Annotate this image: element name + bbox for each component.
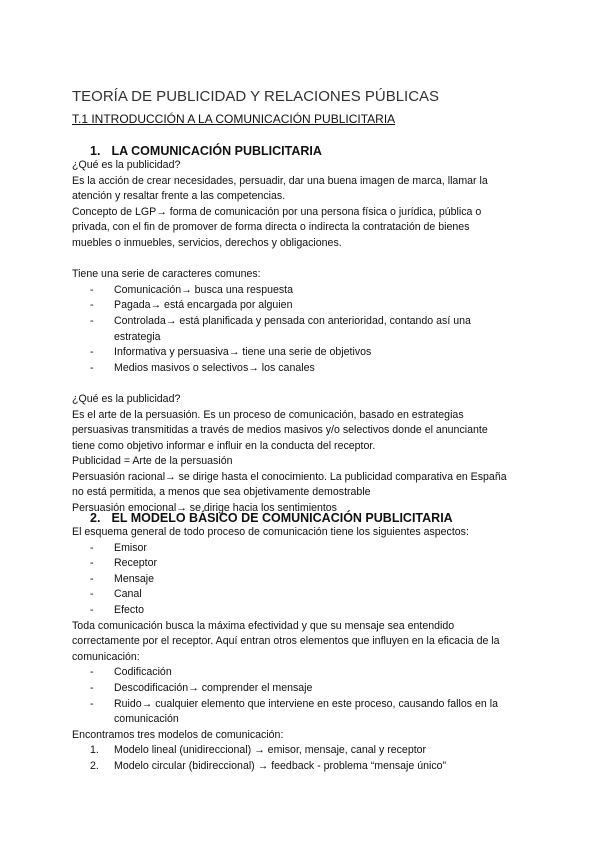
section-2-heading: [90, 511, 453, 525]
paragraph-line: muebles o inmuebles, servicios, derechos y obligaciones.: [72, 236, 342, 249]
list-item: - Informativa y persuasiva→ tiene una serie de objetivos: [90, 346, 372, 359]
paragraph-line: Toda comunicación busca la máxima efectividad y que su mensaje sea entendido: [72, 619, 455, 632]
list-item: - Ruido→ cualquier elemento que interviene en este proceso, causando fallos en la comunicación: [90, 697, 498, 726]
section-1-body: [72, 158, 534, 517]
list-intro: Tiene una serie de caracteres comunes:: [72, 268, 261, 281]
document-subtitle: T.1 INTRODUCCIÓN A LA COMUNICACIÓN PUBLICITARIA: [72, 112, 396, 126]
list-intro: Encontramos tres modelos de comunicación:: [72, 728, 284, 741]
list-item: - Descodificación→ comprender el mensaje: [90, 681, 313, 694]
paragraph-line: atención y resaltar frente a las competencias.: [72, 190, 286, 203]
list-item: - Controlada→ está planificada y pensada con anterioridad, contando así una estrategia: [90, 314, 471, 343]
list-item: - Emisor: [90, 541, 147, 554]
paragraph-line: tiene como objetivo informar e influir en la conducta del receptor.: [72, 439, 376, 452]
list-item: - Canal: [90, 588, 142, 601]
paragraph-line: Es el arte de la persuasión. Es un proceso de comunicación, basado en estrategias: [72, 408, 464, 421]
section-2-number: 2.: [90, 511, 101, 525]
list-item: - Comunicación→ busca una respuesta: [90, 283, 294, 296]
paragraph-line: Concepto de LGP→ forma de comunicación por una persona física o jurídica, pública o: [72, 205, 482, 218]
section-1-title: LA COMUNICACIÓN PUBLICITARIA: [111, 144, 322, 158]
paragraph-line: Es la acción de crear necesidades, persuadir, dar una buena imagen de marca, llamar la: [72, 174, 488, 187]
list-item: - Receptor: [90, 557, 157, 570]
ordered-list-item: 1. Modelo lineal (unidireccional) → emisor, mensaje, canal y receptor: [90, 744, 427, 757]
question: ¿Qué es la publicidad?: [72, 159, 181, 171]
paragraph-line: Persuasión racional→ se dirige hasta el conocimiento. La publicidad comparativa en España: [72, 470, 507, 483]
paragraph-line: comunicación:: [72, 650, 140, 663]
section-1-heading: [90, 144, 322, 158]
list-item: - Pagada→ está encargada por alguien: [90, 299, 293, 312]
paragraph-line: correctamente por el receptor. Aquí entran otros elementos que influyen en la eficacia de la: [72, 635, 500, 648]
section-2-body: [72, 525, 534, 775]
paragraph-line: Publicidad = Arte de la persuasión: [72, 455, 233, 468]
paragraph-line: persuasivas transmitidas a través de medios masivos y/o selectivos donde el anunciante: [72, 424, 488, 437]
ordered-list-item: 2. Modelo circular (bidireccional) → feedback - problema “mensaje único”: [90, 759, 447, 772]
paragraph-line: privada, con el fin de promover de forma directa o indirecta la contratación de bienes: [72, 221, 470, 234]
question: ¿Qué es la publicidad?: [72, 392, 181, 405]
paragraph-line: no está permitida, a menos que sea objetivamente demostrable: [72, 486, 371, 499]
section-2-title: EL MODELO BÁSICO DE COMUNICACIÓN PUBLICITARIA: [111, 511, 453, 525]
list-item: - Efecto: [90, 603, 145, 616]
list-intro: El esquema general de todo proceso de comunicación tiene los siguientes aspectos:: [72, 526, 469, 538]
section-1-number: 1.: [90, 144, 101, 158]
list-item: - Medios masivos o selectivos→ los canales: [90, 361, 315, 374]
list-item: - Codificación: [90, 666, 172, 679]
paragraph-line: Persuasión emocional→ se dirige hacia los sentimientos: [72, 502, 337, 515]
list-item: - Mensaje: [90, 572, 155, 585]
document-title: TEORÍA DE PUBLICIDAD Y RELACIONES PÚBLICAS: [72, 88, 440, 105]
